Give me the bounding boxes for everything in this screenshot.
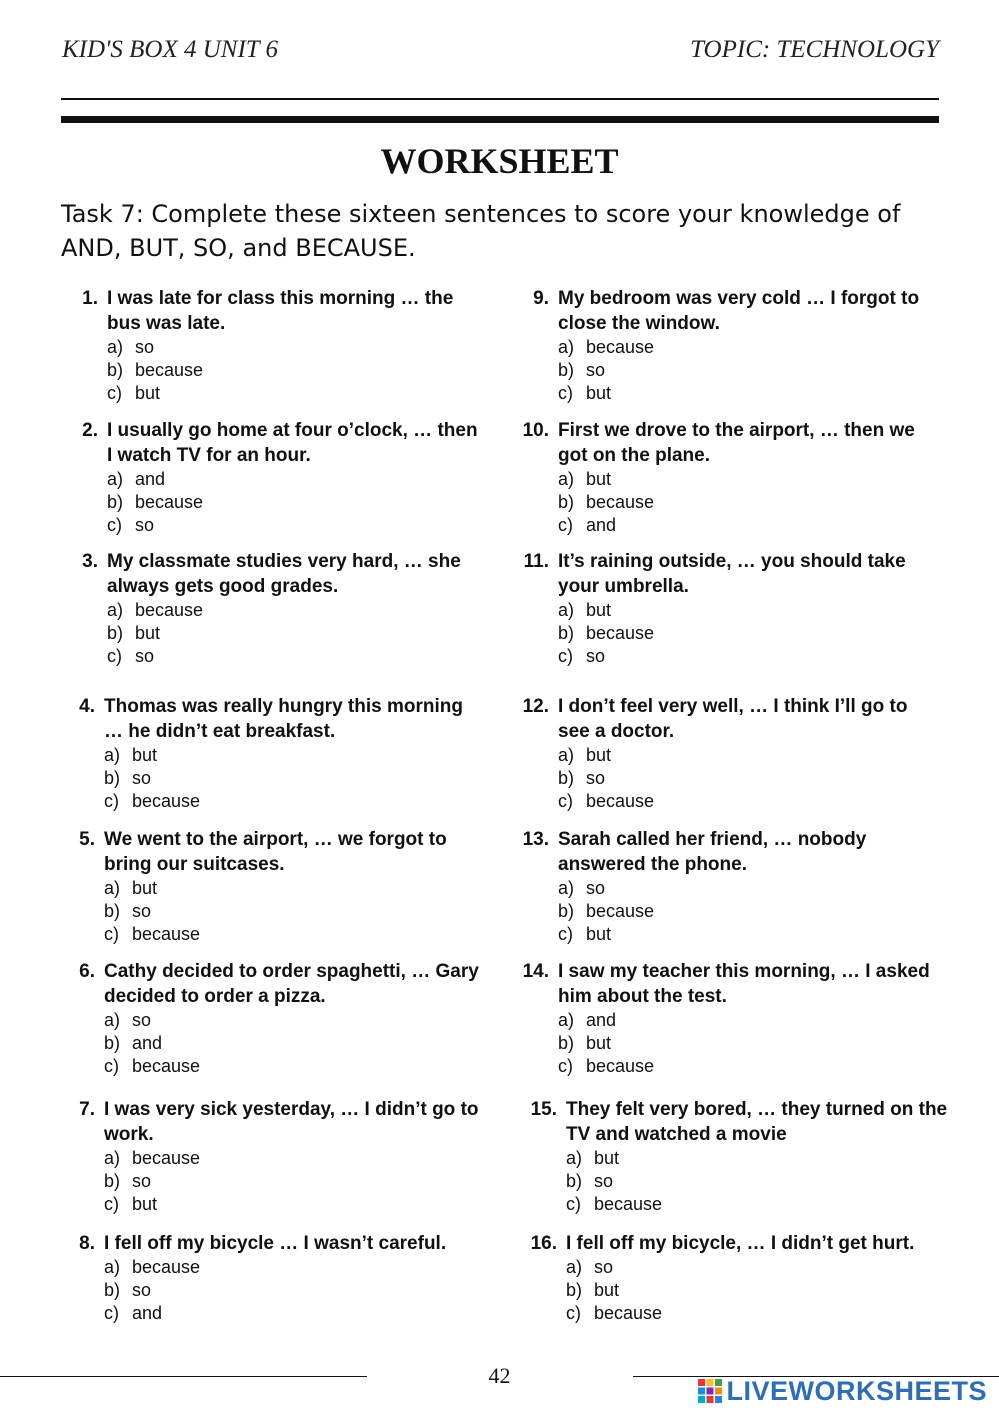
question-item xyxy=(59,694,479,813)
option-letter: b) xyxy=(558,768,575,788)
option-letter: b) xyxy=(566,1171,583,1191)
option-text: but xyxy=(594,1148,620,1168)
answer-option[interactable] xyxy=(558,645,943,668)
option-letter: c) xyxy=(558,924,573,944)
option-letter: a) xyxy=(558,337,575,357)
option-letter: a) xyxy=(566,1148,583,1168)
option-text: so xyxy=(586,878,606,898)
option-letter: b) xyxy=(107,492,124,512)
question-number: 8. xyxy=(79,1233,95,1254)
option-letter: a) xyxy=(107,600,124,620)
option-text: but xyxy=(135,383,161,403)
option-letter: b) xyxy=(558,623,575,643)
option-text: because xyxy=(586,1056,655,1076)
answer-option[interactable] xyxy=(107,491,482,514)
answer-option[interactable] xyxy=(558,900,943,923)
answer-option[interactable] xyxy=(107,336,482,359)
option-letter: c) xyxy=(104,924,119,944)
question-number: 3. xyxy=(82,551,98,572)
option-text: but xyxy=(586,469,612,489)
option-text: so xyxy=(586,768,606,788)
answer-option[interactable] xyxy=(558,359,943,382)
question-text: I saw my teacher this morning, … I asked him about the test. xyxy=(558,961,930,1007)
question-item xyxy=(59,827,479,946)
question-text: My bedroom was very cold … I forgot to close the window. xyxy=(558,288,920,334)
answer-option[interactable] xyxy=(566,1193,951,1216)
option-letter: b) xyxy=(558,901,575,921)
option-letter: a) xyxy=(107,469,124,489)
option-text: so xyxy=(132,768,152,788)
option-text: because xyxy=(594,1303,663,1323)
answer-option[interactable] xyxy=(107,382,482,405)
option-letter: c) xyxy=(104,1303,119,1323)
answer-option[interactable] xyxy=(107,599,482,622)
answer-option[interactable] xyxy=(107,645,482,668)
question-item xyxy=(59,1231,479,1325)
option-letter: b) xyxy=(566,1280,583,1300)
answer-option[interactable] xyxy=(104,1256,479,1279)
option-text: but xyxy=(135,623,161,643)
option-letter: a) xyxy=(104,1148,121,1168)
option-text: so xyxy=(135,646,155,666)
option-letter: a) xyxy=(558,745,575,765)
question-number: 13. xyxy=(522,829,549,850)
option-text: but xyxy=(586,383,612,403)
option-text: because xyxy=(594,1194,663,1214)
header-divider-thick xyxy=(61,116,939,123)
option-text: but xyxy=(586,924,612,944)
answer-option[interactable] xyxy=(566,1170,951,1193)
option-letter: c) xyxy=(558,515,573,535)
option-letter: a) xyxy=(104,1010,121,1030)
option-letter: c) xyxy=(104,1056,119,1076)
question-number: 6. xyxy=(79,961,95,982)
question-text: Cathy decided to order spaghetti, … Gary decided to order a pizza. xyxy=(104,961,479,1007)
question-text: I fell off my bicycle, … I didn’t get hurt. xyxy=(566,1233,915,1254)
option-text: because xyxy=(586,791,655,811)
option-letter: b) xyxy=(558,360,575,380)
header-divider-thin xyxy=(61,98,939,100)
question-item xyxy=(513,286,943,405)
option-text: because xyxy=(132,1257,201,1277)
question-text: They felt very bored, … they turned on the TV and watched a movie xyxy=(566,1099,948,1145)
answer-option[interactable] xyxy=(104,767,479,790)
question-item xyxy=(513,549,943,668)
option-letter: b) xyxy=(558,1033,575,1053)
option-text: so xyxy=(132,901,152,921)
option-text: because xyxy=(132,924,201,944)
answer-option[interactable] xyxy=(107,514,482,537)
question-item xyxy=(513,827,943,946)
answer-option[interactable] xyxy=(107,468,482,491)
question-text: We went to the airport, … we forgot to bring our suitcases. xyxy=(104,829,447,875)
question-number: 11. xyxy=(523,551,549,572)
option-letter: b) xyxy=(107,360,124,380)
liveworksheets-logo-icon xyxy=(697,1378,723,1404)
option-letter: b) xyxy=(104,1280,121,1300)
answer-option[interactable] xyxy=(566,1256,951,1279)
option-letter: c) xyxy=(104,791,119,811)
answer-option[interactable] xyxy=(104,900,479,923)
option-letter: c) xyxy=(558,646,573,666)
option-text: and xyxy=(586,515,617,535)
question-text: I fell off my bicycle … I wasn’t careful. xyxy=(104,1233,447,1254)
option-letter: a) xyxy=(558,469,575,489)
option-text: but xyxy=(132,1194,158,1214)
answer-option[interactable] xyxy=(104,877,479,900)
question-number: 1. xyxy=(82,288,98,309)
answer-option[interactable] xyxy=(558,877,943,900)
question-item xyxy=(62,418,482,537)
answer-option[interactable] xyxy=(104,1193,479,1216)
answer-option[interactable] xyxy=(104,923,479,946)
answer-option[interactable] xyxy=(558,744,943,767)
option-text: so xyxy=(135,515,155,535)
option-text: because xyxy=(135,492,204,512)
answer-option[interactable] xyxy=(104,1055,479,1078)
answer-option[interactable] xyxy=(558,468,943,491)
question-item xyxy=(59,959,479,1078)
question-item xyxy=(59,1097,479,1216)
option-letter: b) xyxy=(558,492,575,512)
option-letter: a) xyxy=(104,745,121,765)
option-text: so xyxy=(132,1171,152,1191)
answer-option[interactable] xyxy=(104,1009,479,1032)
option-letter: c) xyxy=(566,1303,581,1323)
answer-option[interactable] xyxy=(104,1170,479,1193)
question-item xyxy=(62,549,482,668)
option-letter: c) xyxy=(558,791,573,811)
question-number: 14. xyxy=(522,961,549,982)
question-item xyxy=(62,286,482,405)
question-number: 9. xyxy=(533,288,549,309)
liveworksheets-brand-text: LIVEWORKSHEETS xyxy=(726,1375,987,1406)
answer-option[interactable] xyxy=(558,1009,943,1032)
question-text: My classmate studies very hard, … she always gets good grades. xyxy=(107,551,461,597)
option-text: and xyxy=(132,1303,163,1323)
answer-option[interactable] xyxy=(107,622,482,645)
option-letter: a) xyxy=(104,1257,121,1277)
option-text: but xyxy=(586,600,612,620)
option-text: so xyxy=(594,1257,614,1277)
answer-option[interactable] xyxy=(566,1279,951,1302)
answer-option[interactable] xyxy=(558,491,943,514)
answer-option[interactable] xyxy=(558,1032,943,1055)
option-letter: b) xyxy=(107,623,124,643)
option-text: because xyxy=(135,600,204,620)
option-letter: c) xyxy=(107,515,122,535)
question-item xyxy=(513,959,943,1078)
option-text: and xyxy=(586,1010,617,1030)
option-text: because xyxy=(132,1056,201,1076)
question-text: I was very sick yesterday, … I didn’t go to work. xyxy=(104,1099,479,1145)
answer-option[interactable] xyxy=(558,336,943,359)
answer-option[interactable] xyxy=(104,1302,479,1325)
question-number: 4. xyxy=(79,696,95,717)
question-number: 7. xyxy=(79,1099,95,1120)
answer-option[interactable] xyxy=(558,382,943,405)
answer-option[interactable] xyxy=(104,1279,479,1302)
answer-option[interactable] xyxy=(558,599,943,622)
question-number: 16. xyxy=(530,1233,557,1254)
option-letter: c) xyxy=(107,646,122,666)
question-text: It’s raining outside, … you should take your umbrella. xyxy=(558,551,906,597)
option-letter: c) xyxy=(558,1056,573,1076)
option-letter: a) xyxy=(558,1010,575,1030)
answer-option[interactable] xyxy=(558,514,943,537)
question-text: Sarah called her friend, … nobody answered the phone. xyxy=(558,829,867,875)
option-letter: a) xyxy=(104,878,121,898)
answer-option[interactable] xyxy=(104,1032,479,1055)
option-letter: a) xyxy=(558,878,575,898)
option-text: because xyxy=(586,901,655,921)
question-text: I usually go home at four o’clock, … then I watch TV for an hour. xyxy=(107,420,478,466)
question-number: 10. xyxy=(522,420,549,441)
answer-option[interactable] xyxy=(558,622,943,645)
question-item xyxy=(521,1097,951,1216)
header-unit: KID'S BOX 4 UNIT 6 xyxy=(62,36,279,63)
option-letter: c) xyxy=(107,383,122,403)
option-letter: a) xyxy=(107,337,124,357)
answer-option[interactable] xyxy=(558,790,943,813)
answer-option[interactable] xyxy=(107,359,482,382)
question-item xyxy=(513,418,943,537)
question-text: I don’t feel very well, … I think I’ll go to see a doctor. xyxy=(558,696,908,742)
question-item xyxy=(521,1231,951,1325)
footer-line-left xyxy=(0,1376,367,1377)
option-text: so xyxy=(132,1280,152,1300)
question-item xyxy=(513,694,943,813)
liveworksheets-brand[interactable] xyxy=(697,1373,987,1409)
option-text: so xyxy=(586,360,606,380)
question-number: 12. xyxy=(522,696,549,717)
option-text: but xyxy=(132,878,158,898)
answer-option[interactable] xyxy=(558,923,943,946)
option-letter: a) xyxy=(558,600,575,620)
option-text: because xyxy=(135,360,204,380)
page-number: 42 xyxy=(488,1363,511,1388)
option-text: because xyxy=(132,791,201,811)
task-instructions: Task 7: Complete these sixteen sentences to score your knowledge of AND, BUT, SO, and BECAUSE. xyxy=(61,200,901,262)
option-letter: b) xyxy=(104,768,121,788)
option-text: because xyxy=(586,492,655,512)
question-text: I was late for class this morning … the bus was late. xyxy=(107,288,454,334)
answer-option[interactable] xyxy=(558,1055,943,1078)
option-text: so xyxy=(132,1010,152,1030)
question-text: Thomas was really hungry this morning … he didn’t eat breakfast. xyxy=(104,696,463,742)
option-text: so xyxy=(135,337,155,357)
option-letter: c) xyxy=(558,383,573,403)
question-number: 15. xyxy=(530,1099,557,1120)
page-title: WORKSHEET xyxy=(380,141,619,181)
answer-option[interactable] xyxy=(566,1302,951,1325)
option-letter: c) xyxy=(104,1194,119,1214)
option-text: but xyxy=(594,1280,620,1300)
option-text: because xyxy=(586,623,655,643)
option-text: and xyxy=(135,469,166,489)
header-topic: TOPIC: TECHNOLOGY xyxy=(690,36,939,63)
option-text: so xyxy=(594,1171,614,1191)
option-text: so xyxy=(586,646,606,666)
option-letter: a) xyxy=(566,1257,583,1277)
option-text: but xyxy=(132,745,158,765)
answer-option[interactable] xyxy=(558,767,943,790)
answer-option[interactable] xyxy=(566,1147,951,1170)
option-letter: b) xyxy=(104,1171,121,1191)
option-letter: b) xyxy=(104,1033,121,1053)
option-letter: c) xyxy=(566,1194,581,1214)
option-text: but xyxy=(586,745,612,765)
question-text: First we drove to the airport, … then we got on the plane. xyxy=(558,420,915,466)
option-text: and xyxy=(132,1033,163,1053)
option-letter: b) xyxy=(104,901,121,921)
question-number: 2. xyxy=(82,420,98,441)
answer-option[interactable] xyxy=(104,744,479,767)
answer-option[interactable] xyxy=(104,790,479,813)
question-number: 5. xyxy=(79,829,95,850)
answer-option[interactable] xyxy=(104,1147,479,1170)
option-text: because xyxy=(132,1148,201,1168)
option-text: but xyxy=(586,1033,612,1053)
option-text: because xyxy=(586,337,655,357)
